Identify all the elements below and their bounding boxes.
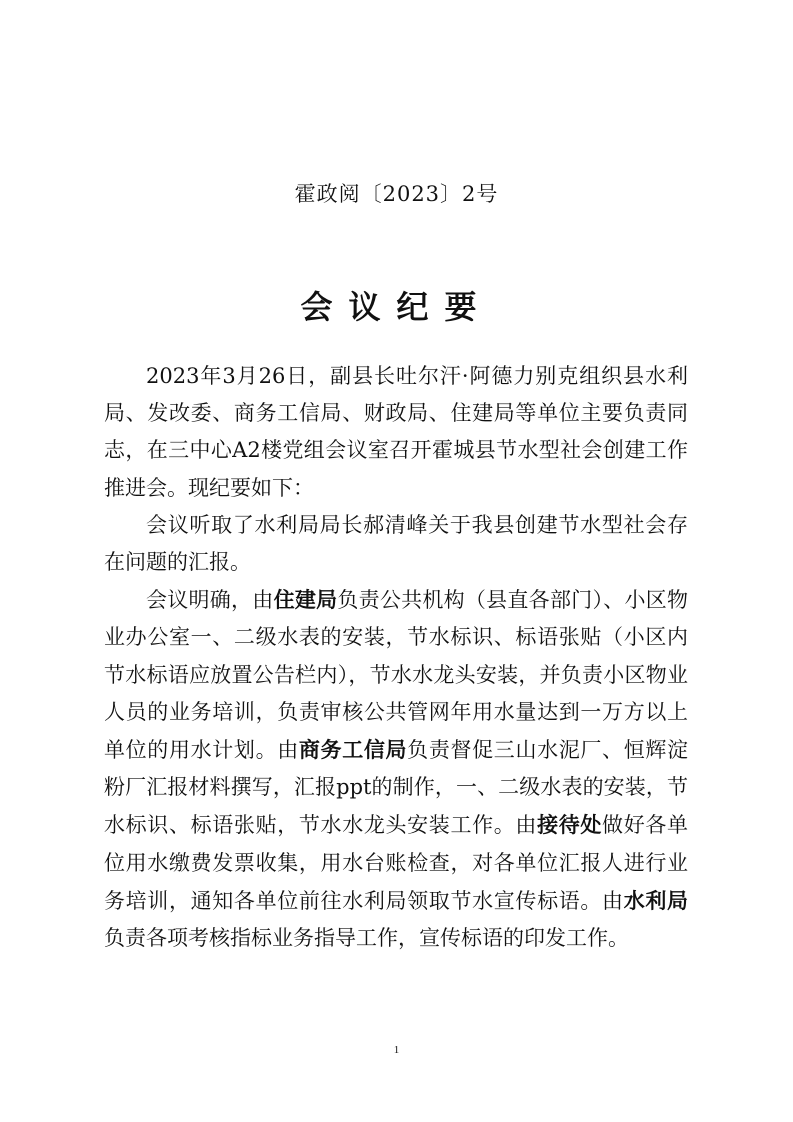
bold-unit-water-bureau: 水利局 — [623, 887, 689, 913]
paragraph-3-text: 负责督促三山水泥厂、恒辉淀粉厂汇报材料撰写，汇报ppt的制作，一、二级水表的安装，节水标识、标语张贴，节水水龙头安装工作。由 — [104, 738, 689, 838]
bold-unit-reception-office: 接待处 — [537, 812, 603, 838]
page-number: 1 — [393, 1044, 400, 1056]
paragraph-2: 会议听取了水利局局长郝清峰关于我县创建节水型社会存在问题的汇报。 — [104, 512, 688, 575]
paragraph-3-text: 负责各项考核指标业务指导工作，宣传标语的印发工作。 — [104, 926, 629, 951]
bold-unit-housing-bureau: 住建局 — [273, 587, 338, 613]
document-title: 会议纪要 — [300, 288, 493, 326]
paragraph-3-text: 做好各单位用水缴费发票收集，用水台账检查，对各单位汇报人进行业务培训，通知各单位前往水利局领取节水宣传标语。由 — [104, 813, 689, 913]
paragraph-1: 2023年3月26日，副县长吐尔汗·阿德力别克组织县水利局、发改委、商务工信局、财政局、住建局等单位主要负责同志，在三中心A2楼党组会议室召开霍城县节水型社会创建工作推进会。现纪要如下： — [104, 364, 688, 500]
paragraph-3-text: 会议明确，由 — [146, 588, 274, 613]
paragraph-3 — [104, 581, 688, 957]
bold-unit-commerce-bureau: 商务工信局 — [298, 737, 408, 763]
document-number: 霍政阅〔2023〕2号 — [294, 182, 499, 206]
document-body — [104, 358, 688, 957]
paragraph-3-text: 负责公共机构（县直各部门）、小区物业办公室一、二级水表的安装，节水标识、标语张贴（小区内节水标语应放置公告栏内），节水水龙头安装，并负责小区物业人员的业务培训，负责审核公共管网年用水量达到一万方以上单位的用水计划。由 — [104, 588, 689, 763]
